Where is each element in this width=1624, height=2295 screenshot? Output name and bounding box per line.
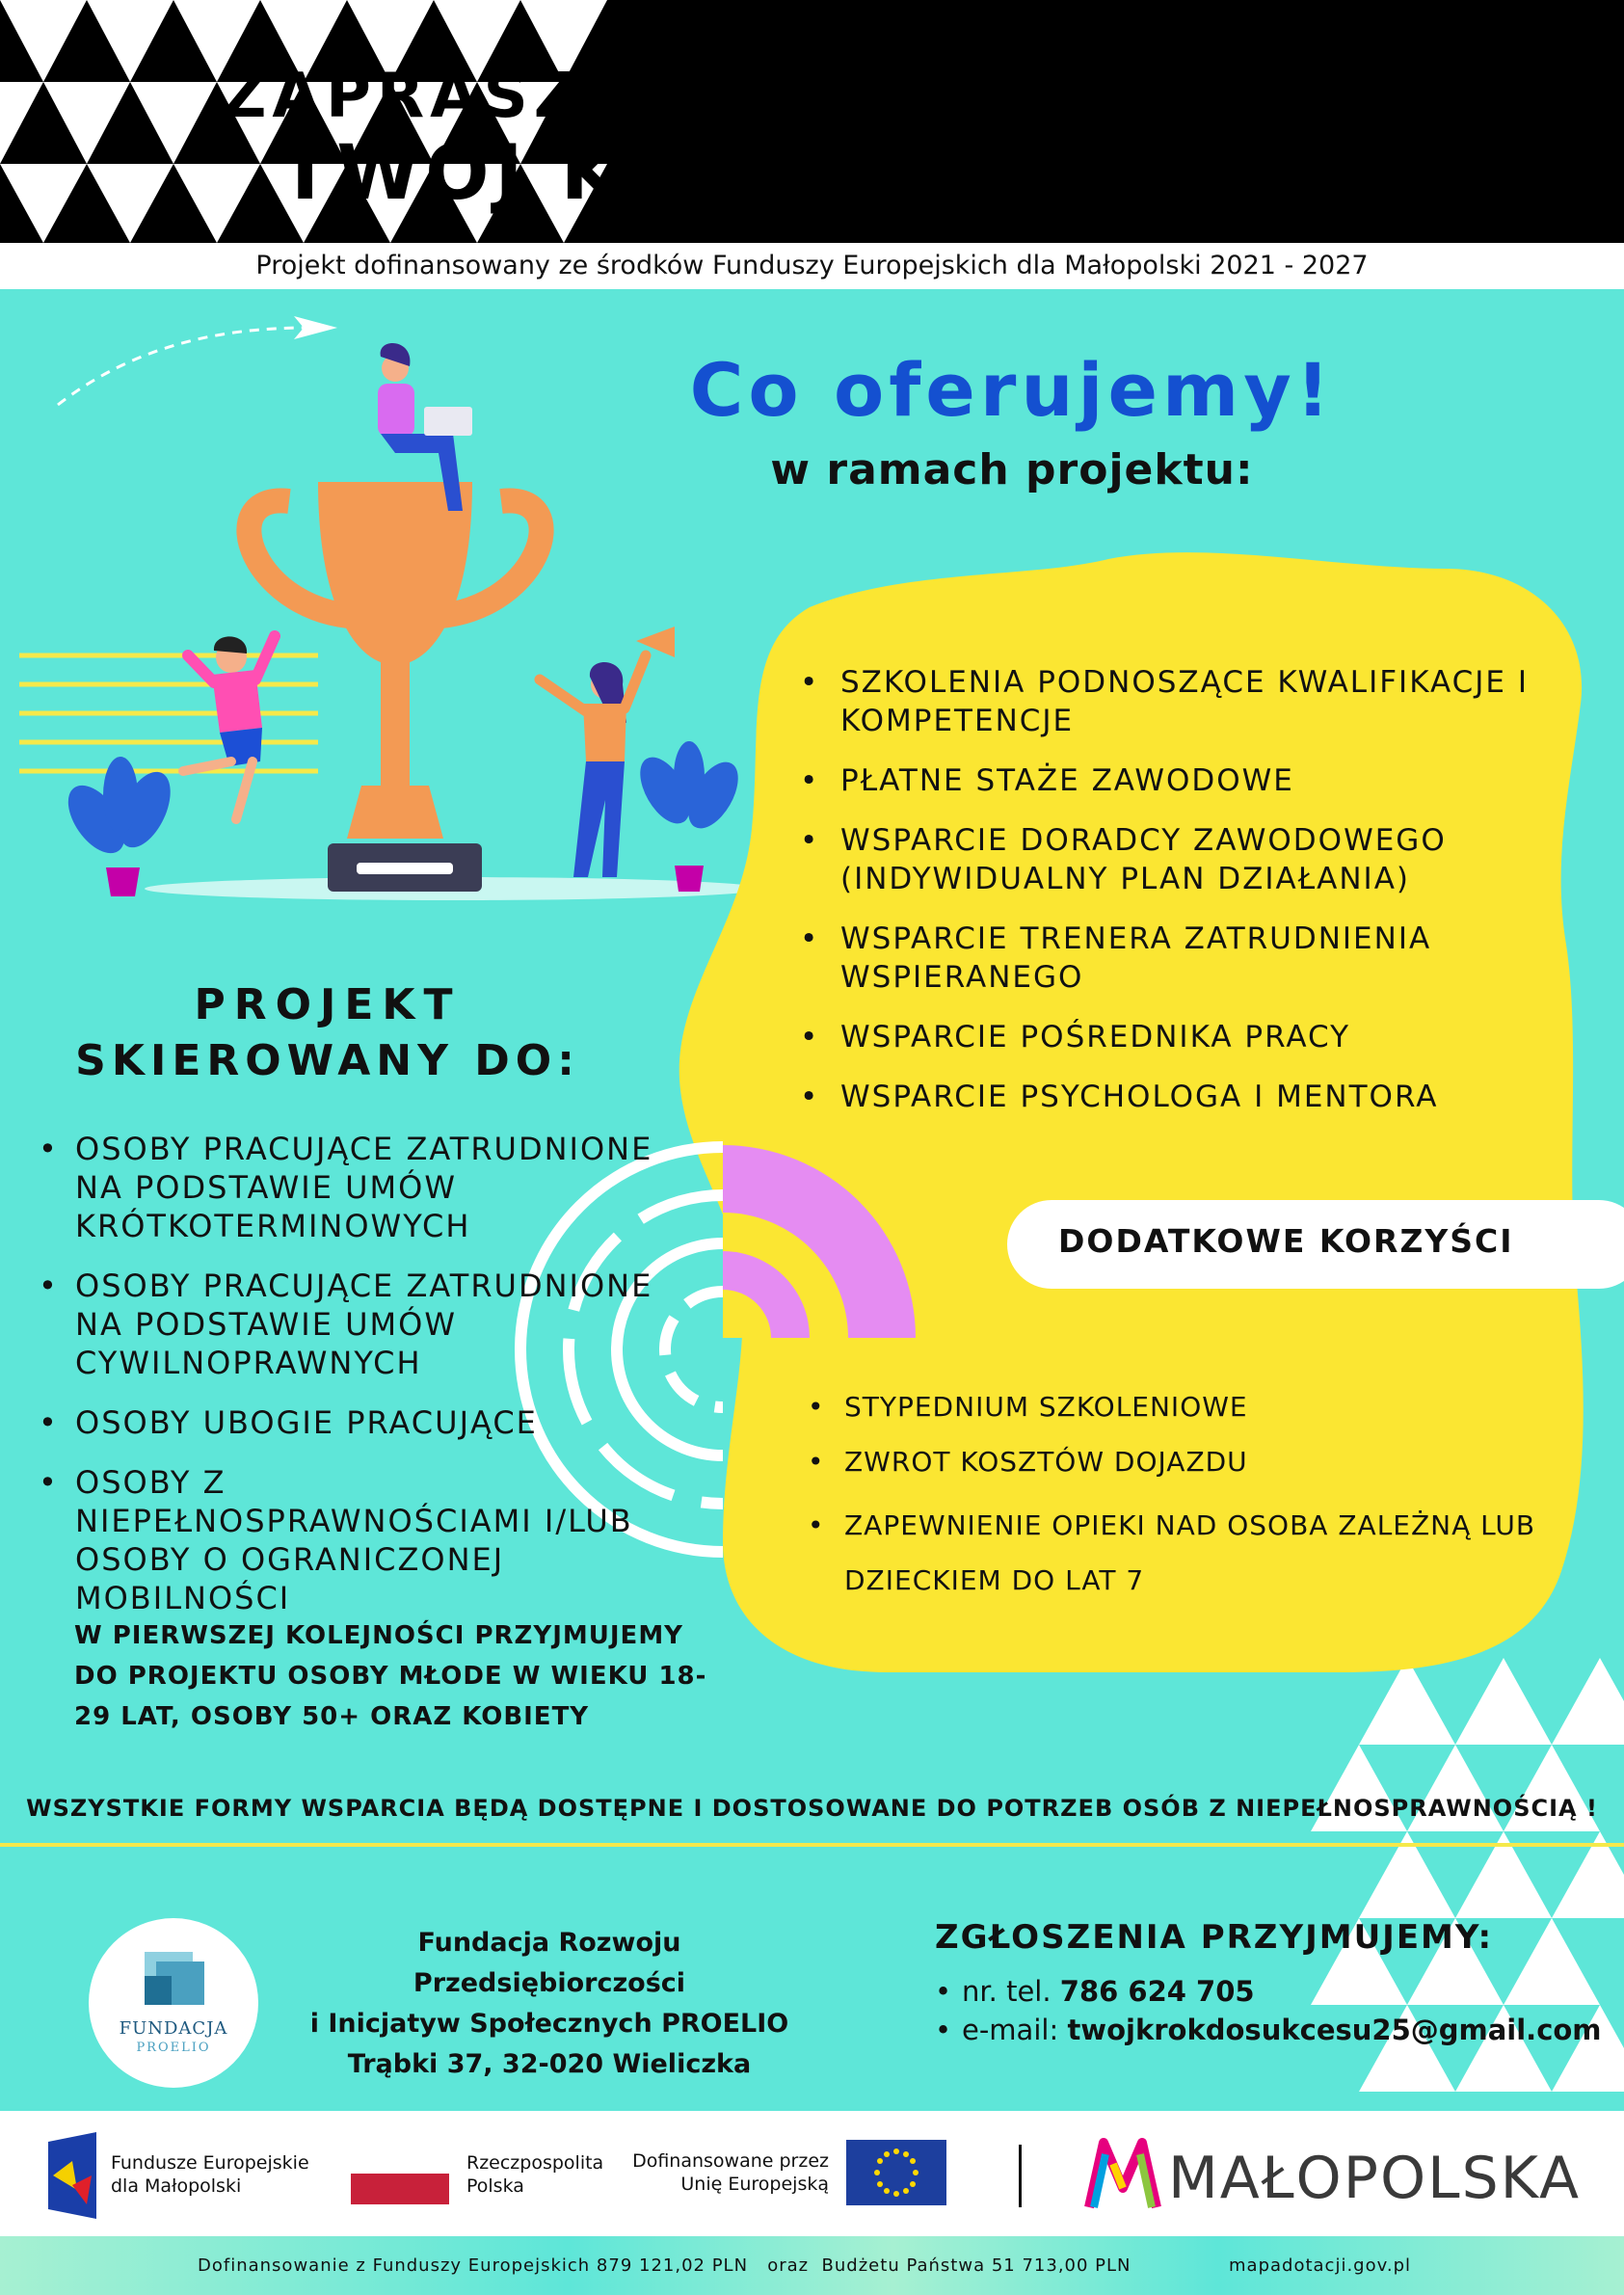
eu-line2: Unię Europejską — [680, 2174, 829, 2195]
phone-number[interactable]: 786 624 705 — [1059, 1975, 1255, 2008]
accessibility-note: WSZYSTKIE FORMY WSPARCIA BĘDĄ DOSTĘPNE I DOSTOSOWANE DO POTRZEB OSÓB Z NIEPEŁNOSPRAWNOŚCIĄ ! — [26, 1795, 1598, 1822]
bonus-item: • STYPEDNIUM SZKOLENIOWE — [808, 1388, 1559, 1427]
offer-item: • WSPARCIE TRENERA ZATRUDNIENIA WSPIERANEGO — [800, 920, 1571, 997]
banner-title — [222, 58, 756, 217]
offer-item: • SZKOLENIA PODNOSZĄCE KWALIFIKACJE I KOMPETENCJE — [800, 663, 1571, 740]
offer-item: • WSPARCIE DORADCY ZAWODOWEGO (INDYWIDUALNY PLAN DZIAŁANIA) — [800, 821, 1571, 898]
header-banner — [0, 0, 1624, 243]
funding-site-link[interactable]: mapadotacji.gov.pl — [1229, 2255, 1412, 2276]
logo-separator — [1019, 2145, 1022, 2207]
offer-item: • WSPARCIE PSYCHOLOGA I MENTORA — [800, 1078, 1571, 1116]
eu-flag-icon — [846, 2140, 946, 2205]
funding-amounts: Dofinansowanie z Funduszy Europejskich 879 121,02 PLN oraz Budżetu Państwa 51 713,00 PLN — [198, 2255, 1131, 2276]
organization-name-line1: Fundacja Rozwoju Przedsiębiorczości — [413, 1928, 686, 1998]
fe-line2: dla Małopolski — [111, 2175, 242, 2197]
foundation-logo-mark — [89, 1918, 258, 2088]
offer-item: • WSPARCIE POŚREDNIKA PRACY — [800, 1018, 1571, 1056]
phone-label: nr. tel. — [962, 1975, 1052, 2008]
foundation-logo-line2: PROELIO — [136, 2041, 211, 2055]
bonus-title: DODATKOWE KORZYŚCI — [1058, 1222, 1514, 1260]
eu-line1: Dofinansowane przez — [632, 2150, 829, 2172]
funding-text — [0, 2236, 1624, 2295]
trophy-illustration — [0, 299, 761, 916]
rp-line1: Rzeczpospolita — [466, 2152, 604, 2174]
apply-contact-list — [935, 1972, 1602, 2049]
project-funding-subtitle: Projekt dofinansowany ze środków Funduszy Europejskich dla Małopolski 2021 - 2027 — [0, 243, 1624, 289]
target-item: • OSOBY PRACUJĄCE ZATRUDNIONE NA PODSTAWIE UMÓW KRÓTKOTERMINOWYCH — [39, 1130, 694, 1245]
offer-item: • PŁATNE STAŻE ZAWODOWE — [800, 761, 1571, 800]
banner-title-line1: ZAPRASZAMY — [222, 61, 756, 132]
target-item: • OSOBY Z NIEPEŁNOSPRAWNOŚCIAMI I/LUB OSOBY O OGRANICZONEJ MOBILNOŚCI — [39, 1463, 694, 1617]
malopolska-logo-icon — [1084, 2135, 1161, 2212]
organization-info — [280, 1923, 819, 2085]
offer-list — [800, 663, 1571, 1137]
rp-logo-text — [466, 2151, 603, 2198]
apply-phone — [935, 1972, 1602, 2011]
fundusze-europejskie-logo-icon — [48, 2132, 96, 2219]
email-address[interactable]: twojkrokdosukcesu25@gmail.com — [1067, 2014, 1602, 2046]
organization-address: Trąbki 37, 32-020 Wieliczka — [347, 2049, 752, 2079]
organization-name-line2: i Inicjatyw Społecznych PROELIO — [309, 2009, 789, 2039]
priority-note: W PIERWSZEJ KOLEJNOŚCI PRZYJMUJEMY DO PROJEKTU OSOBY MŁODE W WIEKU 18-29 LAT, OSOBY 50+ ORAZ KOBIETY — [74, 1621, 707, 1731]
target-title-line2: SKIEROWANY DO: — [75, 1036, 580, 1085]
foundation-logo — [89, 1918, 258, 2088]
target-list — [39, 1130, 694, 1639]
malopolska-wordmark: MAŁOPOLSKA — [1168, 2145, 1582, 2212]
fe-logo-text — [111, 2151, 309, 2198]
offer-subtitle: w ramach projektu: — [770, 445, 1254, 494]
divider-line — [0, 1843, 1624, 1847]
fe-line1: Fundusze Europejskie — [111, 2152, 309, 2174]
apply-email — [935, 2011, 1602, 2049]
apply-title: ZGŁOSZENIA PRZYJMUJEMY: — [935, 1918, 1494, 1957]
banner-title-line2: TWÓJ KR — [280, 130, 689, 217]
target-item: • OSOBY PRACUJĄCE ZATRUDNIONE NA PODSTAWIE UMÓW CYWILNOPRAWNYCH — [39, 1267, 694, 1382]
logos-strip — [0, 2111, 1624, 2236]
eu-logo-text — [626, 2149, 829, 2196]
rp-line2: Polska — [466, 2175, 524, 2197]
target-item: • OSOBY UBOGIE PRACUJĄCE — [39, 1403, 694, 1442]
email-label: e-mail: — [962, 2014, 1059, 2046]
polish-flag-icon — [351, 2174, 449, 2204]
offer-title: Co oferujemy! — [689, 347, 1335, 433]
bonus-list — [808, 1388, 1559, 1624]
pink-quarter-circle — [723, 1145, 920, 1338]
target-title-line1: PROJEKT — [194, 980, 462, 1029]
foundation-logo-line1: FUNDACJA — [119, 2018, 228, 2039]
bonus-item: • ZWROT KOSZTÓW DOJAZDU — [808, 1443, 1559, 1481]
bonus-item: • ZAPEWNIENIE OPIEKI NAD OSOBA ZALEŻNĄ LUB DZIECKIEM DO LAT 7 — [808, 1498, 1559, 1608]
